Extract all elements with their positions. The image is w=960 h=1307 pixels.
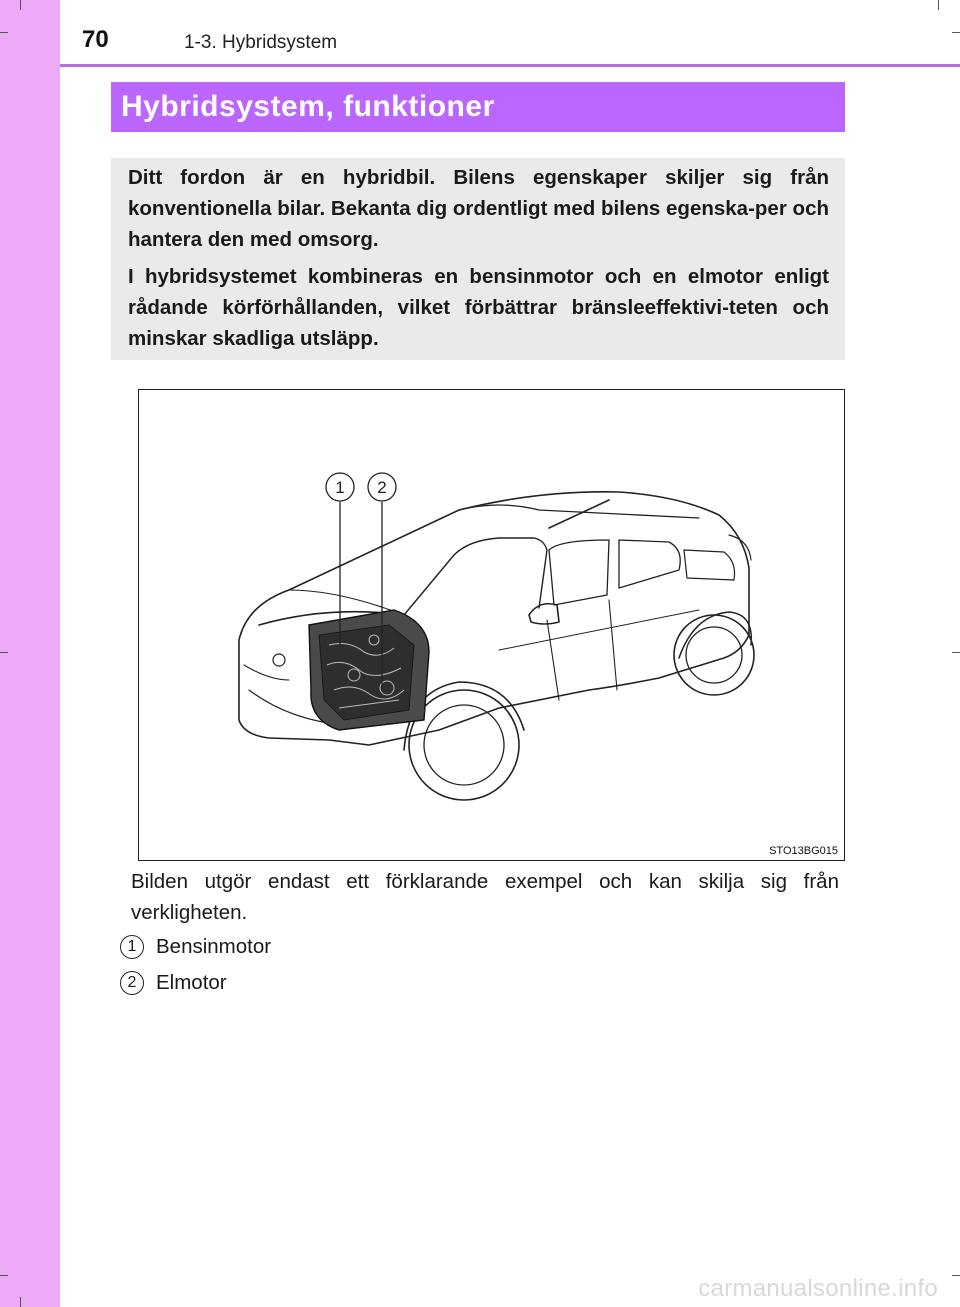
engine-block [309,610,429,730]
legend-number-2: 2 [120,971,144,995]
crop-mark [952,32,960,33]
crop-mark [938,0,939,10]
legend-item-electric-motor [120,968,227,998]
intro-box [111,158,845,360]
title-bar [111,82,845,132]
car-illustration [138,389,845,861]
crop-mark [952,652,960,653]
callout-1-label: 1 [335,478,345,497]
intro-paragraph-1: Ditt fordon är en hybridbil. Bilens egenskaper skiljer sig från konventionella bilar. Bekanta dig ordentligt med bilens egenska-per och hantera den med omsorg. [128,166,829,251]
crop-mark [20,1297,21,1307]
crop-mark [0,32,8,33]
car-drawing [139,390,844,860]
crop-mark [20,0,21,10]
intro-paragraph-2: I hybridsystemet kombineras en bensinmotor och en elmotor enligt rådande körförhållanden, vilket förbättrar bränsleeffektivi-teten och minskar skadliga utsläpp. [128,265,829,350]
page-title: Hybridsystem, funktioner [121,90,495,123]
figure-caption: Bilden utgör endast ett förklarande exempel och kan skilja sig från verkligheten. [131,870,839,924]
section-label: 1-3. Hybridsystem [184,32,338,53]
page-number: 70 [82,26,109,53]
header-rule [60,64,960,67]
watermark: carmanualsonline.info [698,1275,938,1302]
legend-label-2: Elmotor [156,971,227,994]
legend-number-1: 1 [120,935,144,959]
side-strip [0,0,60,1307]
crop-mark [0,652,8,653]
callout-2-label: 2 [377,478,387,497]
legend-label-1: Bensinmotor [156,935,272,958]
crop-mark [0,1275,8,1276]
crop-mark [952,1275,960,1276]
legend-item-engine [120,932,271,962]
figure-code: STO13BG015 [769,845,838,857]
